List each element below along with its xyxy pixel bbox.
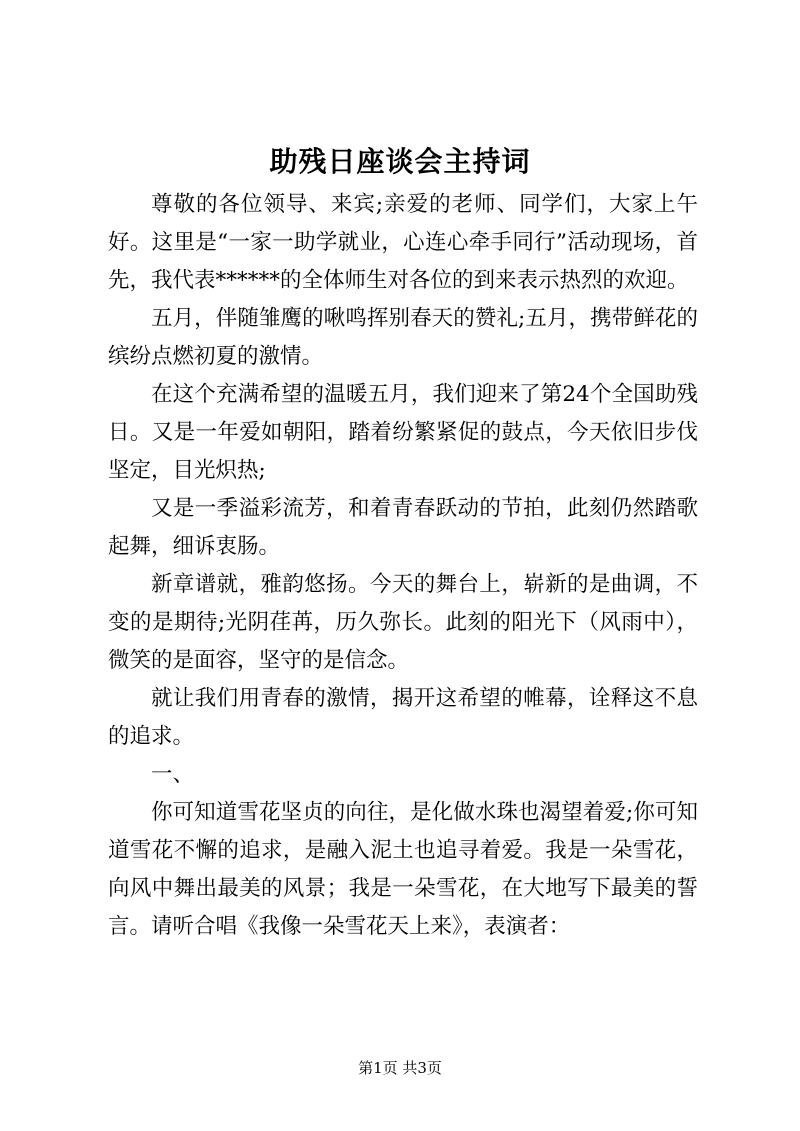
paragraph-disability-day: 在这个充满希望的温暖五月，我们迎来了第24个全国助残日。又是一年爱如朝阳，踏着纷繁紧促的鼓点，今天依旧步伐坚定，目光炽热;	[108, 382, 698, 483]
document-title: 助残日座谈会主持词	[269, 145, 531, 178]
section-heading-one: 一、	[151, 762, 195, 787]
paragraph-greeting: 尊敬的各位领导、来宾;亲爱的老师、同学们，大家上午好。这里是“一家一助学就业，心连心牵手同行”活动现场，首先，我代表******的全体师生对各位的到来表示热烈的欢迎。	[108, 192, 698, 293]
paragraph-new-chapter: 新章谱就，雅韵悠扬。今天的舞台上，崭新的是曲调，不变的是期待;光阴荏苒，历久弥长。此刻的阳光下（风雨中），微笑的是面容，坚守的是信念。	[108, 572, 698, 673]
paragraph-may: 五月，伴随雏鹰的啾鸣挥别春天的赞礼;五月，携带鲜花的缤纷点燃初夏的激情。	[108, 306, 698, 369]
paragraph-snowflake: 你可知道雪花坚贞的向往，是化做水珠也渴望着爱;你可知道雪花不懈的追求，是融入泥土也追寻着爱。我是一朵雪花，向风中舞出最美的风景；我是一朵雪花，在大地写下最美的誓言。请听合唱《我像一朵雪花天上来》，表演者：	[108, 800, 698, 939]
document-body	[108, 186, 698, 946]
page-footer: 第1页 共3页	[358, 1059, 442, 1077]
paragraph-dance: 又是一季溢彩流芳，和着青春跃动的节拍，此刻仍然踏歌起舞，细诉衷肠。	[108, 496, 698, 559]
paragraph-opening: 就让我们用青春的激情，揭开这希望的帷幕，诠释这不息的追求。	[108, 686, 698, 749]
